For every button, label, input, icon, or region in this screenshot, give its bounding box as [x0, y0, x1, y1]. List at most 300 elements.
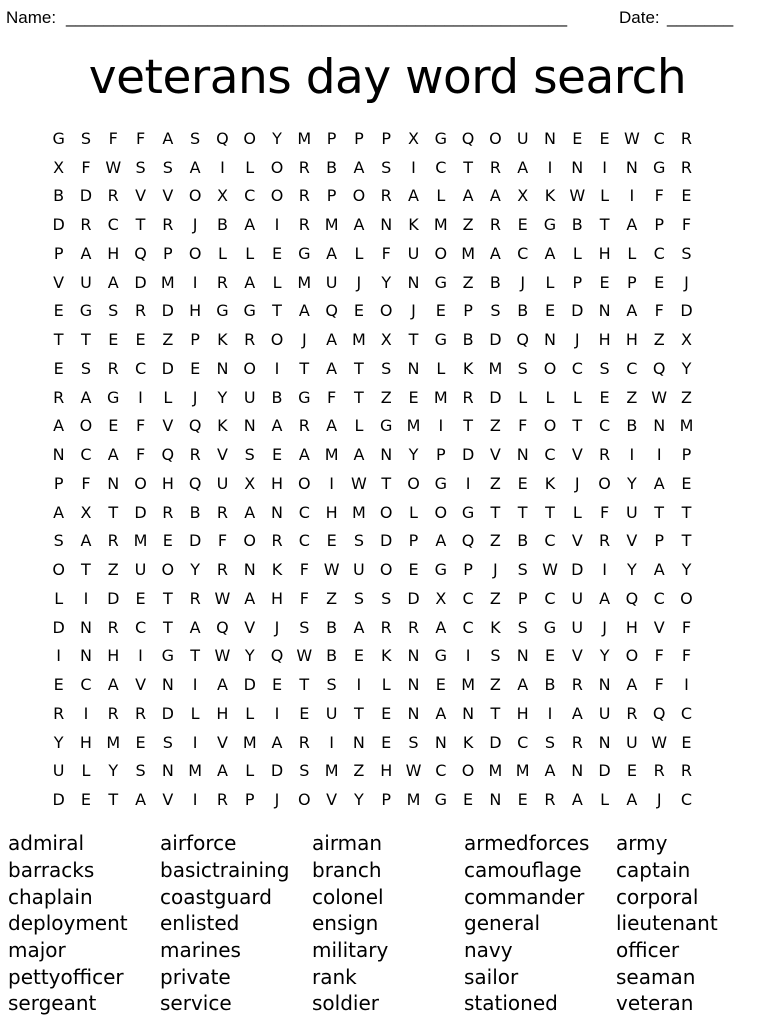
grid-letter[interactable]: L: [54, 588, 64, 608]
grid-letter[interactable]: A: [80, 531, 92, 551]
grid-letter[interactable]: K: [544, 186, 556, 206]
grid-letter[interactable]: O: [270, 157, 284, 177]
grid-letter[interactable]: H: [79, 732, 92, 752]
grid-letter[interactable]: A: [326, 358, 338, 378]
grid-letter[interactable]: P: [244, 790, 255, 810]
grid-letter[interactable]: J: [656, 790, 662, 810]
grid-letter[interactable]: U: [52, 761, 65, 781]
grid-letter[interactable]: N: [243, 416, 256, 436]
grid-letter[interactable]: K: [462, 358, 474, 378]
grid-letter[interactable]: L: [245, 157, 255, 177]
grid-letter[interactable]: E: [135, 732, 146, 752]
grid-letter[interactable]: A: [53, 502, 65, 522]
grid-letter[interactable]: O: [270, 330, 284, 350]
grid-letter[interactable]: N: [407, 272, 420, 292]
grid-letter[interactable]: S: [490, 301, 501, 321]
grid-letter[interactable]: U: [243, 387, 256, 407]
grid-letter[interactable]: K: [408, 215, 419, 235]
grid-letter[interactable]: T: [162, 617, 173, 637]
grid-letter[interactable]: K: [462, 732, 474, 752]
grid-letter[interactable]: I: [192, 732, 198, 752]
grid-letter[interactable]: C: [653, 243, 665, 263]
grid-letter[interactable]: X: [380, 330, 392, 350]
grid-letter[interactable]: J: [493, 560, 498, 580]
grid-letter[interactable]: M: [406, 416, 421, 436]
grid-letter[interactable]: D: [571, 560, 584, 580]
grid-letter[interactable]: V: [162, 790, 174, 810]
grid-letter[interactable]: E: [326, 531, 337, 551]
grid-letter[interactable]: R: [544, 790, 556, 810]
grid-letter[interactable]: N: [571, 157, 584, 177]
date-field[interactable]: _______: [667, 8, 734, 27]
grid-letter[interactable]: L: [245, 761, 255, 781]
grid-letter[interactable]: L: [600, 790, 610, 810]
grid-letter[interactable]: N: [352, 732, 365, 752]
grid-letter[interactable]: Q: [652, 358, 666, 378]
grid-letter[interactable]: P: [517, 588, 528, 608]
grid-letter[interactable]: C: [298, 531, 310, 551]
grid-letter[interactable]: C: [134, 358, 147, 378]
grid-letter[interactable]: T: [681, 531, 692, 551]
grid-letter[interactable]: Y: [681, 358, 692, 378]
grid-letter[interactable]: M: [297, 272, 312, 292]
grid-letter[interactable]: E: [53, 675, 64, 695]
grid-letter[interactable]: P: [463, 560, 473, 580]
grid-letter[interactable]: A: [626, 790, 638, 810]
grid-letter[interactable]: R: [298, 157, 310, 177]
grid-letter[interactable]: I: [192, 675, 198, 695]
grid-letter[interactable]: G: [52, 128, 65, 148]
grid-letter[interactable]: N: [625, 157, 638, 177]
grid-letter[interactable]: N: [434, 732, 447, 752]
grid-letter[interactable]: U: [407, 243, 420, 263]
grid-letter[interactable]: T: [654, 502, 665, 522]
grid-letter[interactable]: C: [680, 790, 693, 810]
grid-letter[interactable]: R: [107, 617, 119, 637]
grid-letter[interactable]: F: [518, 416, 528, 436]
grid-letter[interactable]: E: [162, 531, 173, 551]
grid-letter[interactable]: S: [353, 531, 364, 551]
grid-letter[interactable]: A: [462, 186, 474, 206]
grid-letter[interactable]: E: [135, 588, 146, 608]
grid-letter[interactable]: V: [326, 790, 338, 810]
grid-letter[interactable]: A: [53, 416, 65, 436]
grid-letter[interactable]: M: [352, 330, 366, 350]
grid-letter[interactable]: A: [107, 272, 119, 292]
grid-letter[interactable]: K: [271, 560, 283, 580]
grid-letter[interactable]: Q: [625, 588, 639, 608]
grid-letter[interactable]: R: [380, 186, 392, 206]
grid-letter[interactable]: E: [135, 330, 146, 350]
grid-letter[interactable]: I: [329, 473, 334, 493]
grid-letter[interactable]: F: [654, 646, 664, 666]
grid-letter[interactable]: F: [681, 215, 692, 235]
grid-letter[interactable]: A: [107, 445, 119, 465]
grid-letter[interactable]: I: [602, 157, 607, 177]
grid-letter[interactable]: N: [271, 502, 283, 522]
grid-letter[interactable]: N: [462, 703, 475, 723]
grid-letter[interactable]: C: [80, 445, 92, 465]
grid-letter[interactable]: F: [135, 128, 146, 148]
grid-letter[interactable]: E: [599, 387, 610, 407]
grid-letter[interactable]: A: [489, 186, 501, 206]
grid-letter[interactable]: E: [381, 732, 392, 752]
grid-letter[interactable]: Y: [599, 646, 610, 666]
grid-letter[interactable]: T: [162, 588, 173, 608]
grid-letter[interactable]: S: [517, 358, 528, 378]
grid-letter[interactable]: S: [162, 732, 173, 752]
grid-letter[interactable]: P: [354, 128, 364, 148]
grid-letter[interactable]: V: [216, 445, 228, 465]
grid-letter[interactable]: V: [626, 531, 638, 551]
grid-letter[interactable]: W: [296, 646, 313, 666]
grid-letter[interactable]: P: [326, 128, 337, 148]
grid-letter[interactable]: P: [627, 272, 637, 292]
grid-letter[interactable]: L: [436, 358, 446, 378]
grid-letter[interactable]: P: [53, 243, 64, 263]
grid-letter[interactable]: I: [602, 560, 607, 580]
grid-letter[interactable]: A: [162, 128, 174, 148]
grid-letter[interactable]: X: [80, 502, 92, 522]
grid-letter[interactable]: A: [353, 157, 365, 177]
grid-letter[interactable]: I: [411, 157, 416, 177]
grid-letter[interactable]: E: [108, 330, 119, 350]
grid-letter[interactable]: D: [52, 790, 65, 810]
grid-letter[interactable]: L: [436, 186, 446, 206]
grid-letter[interactable]: H: [598, 330, 611, 350]
grid-letter[interactable]: R: [407, 617, 420, 637]
grid-letter[interactable]: Y: [190, 560, 201, 580]
grid-letter[interactable]: B: [544, 675, 556, 695]
grid-letter[interactable]: E: [544, 301, 556, 321]
grid-letter[interactable]: I: [356, 675, 362, 695]
grid-letter[interactable]: S: [490, 646, 501, 666]
grid-letter[interactable]: F: [135, 445, 146, 465]
grid-letter[interactable]: N: [489, 790, 502, 810]
grid-letter[interactable]: B: [462, 330, 474, 350]
grid-letter[interactable]: R: [271, 531, 283, 551]
grid-letter[interactable]: E: [599, 272, 610, 292]
grid-letter[interactable]: F: [381, 243, 391, 263]
grid-letter[interactable]: Z: [380, 387, 392, 407]
grid-letter[interactable]: L: [409, 502, 418, 522]
grid-letter[interactable]: T: [354, 703, 364, 723]
grid-letter[interactable]: C: [107, 215, 119, 235]
grid-letter[interactable]: A: [271, 416, 283, 436]
grid-letter[interactable]: T: [381, 473, 392, 493]
grid-letter[interactable]: R: [298, 732, 310, 752]
grid-letter[interactable]: M: [352, 502, 366, 522]
grid-letter[interactable]: J: [520, 272, 526, 292]
grid-letter[interactable]: L: [572, 243, 582, 263]
grid-letter[interactable]: D: [598, 761, 611, 781]
grid-letter[interactable]: C: [544, 531, 556, 551]
grid-letter[interactable]: D: [270, 761, 284, 781]
grid-letter[interactable]: G: [107, 387, 120, 407]
grid-letter[interactable]: R: [162, 215, 174, 235]
grid-letter[interactable]: U: [134, 560, 147, 580]
grid-letter[interactable]: G: [652, 157, 666, 177]
grid-letter[interactable]: R: [134, 301, 147, 321]
grid-letter[interactable]: R: [80, 215, 92, 235]
grid-letter[interactable]: D: [134, 502, 147, 522]
grid-letter[interactable]: P: [163, 243, 173, 263]
grid-letter[interactable]: W: [105, 157, 122, 177]
grid-letter[interactable]: M: [461, 243, 475, 263]
grid-letter[interactable]: I: [192, 272, 198, 292]
grid-letter[interactable]: I: [465, 646, 471, 666]
grid-letter[interactable]: T: [490, 502, 501, 522]
grid-letter[interactable]: S: [408, 732, 419, 752]
grid-letter[interactable]: T: [299, 675, 310, 695]
grid-letter[interactable]: A: [353, 617, 365, 637]
grid-letter[interactable]: Z: [462, 215, 474, 235]
grid-letter[interactable]: D: [161, 358, 174, 378]
grid-letter[interactable]: D: [161, 301, 174, 321]
grid-letter[interactable]: N: [598, 675, 611, 695]
grid-letter[interactable]: O: [625, 646, 639, 666]
grid-letter[interactable]: H: [107, 243, 120, 263]
grid-letter[interactable]: P: [408, 531, 419, 551]
grid-letter[interactable]: Z: [626, 387, 638, 407]
grid-letter[interactable]: P: [190, 330, 200, 350]
grid-letter[interactable]: R: [216, 560, 228, 580]
grid-letter[interactable]: R: [571, 675, 583, 695]
grid-letter[interactable]: T: [599, 215, 610, 235]
grid-letter[interactable]: I: [684, 675, 689, 695]
grid-letter[interactable]: Y: [626, 473, 637, 493]
grid-letter[interactable]: B: [571, 215, 583, 235]
grid-letter[interactable]: X: [680, 330, 692, 350]
grid-letter[interactable]: P: [572, 272, 583, 292]
grid-letter[interactable]: Z: [326, 588, 338, 608]
grid-letter[interactable]: E: [408, 387, 419, 407]
grid-letter[interactable]: T: [108, 502, 119, 522]
grid-letter[interactable]: Z: [653, 330, 665, 350]
grid-letter[interactable]: W: [214, 588, 231, 608]
grid-letter[interactable]: Z: [162, 330, 174, 350]
grid-letter[interactable]: V: [162, 416, 174, 436]
grid-letter[interactable]: M: [242, 732, 257, 752]
grid-letter[interactable]: D: [107, 588, 120, 608]
grid-letter[interactable]: B: [53, 186, 65, 206]
grid-letter[interactable]: J: [574, 473, 580, 493]
grid-letter[interactable]: F: [81, 473, 91, 493]
grid-letter[interactable]: A: [80, 243, 92, 263]
grid-letter[interactable]: R: [107, 186, 119, 206]
grid-letter[interactable]: O: [243, 531, 257, 551]
grid-letter[interactable]: K: [380, 646, 392, 666]
grid-letter[interactable]: S: [299, 761, 310, 781]
grid-letter[interactable]: G: [543, 215, 557, 235]
grid-letter[interactable]: R: [134, 703, 147, 723]
grid-letter[interactable]: N: [571, 761, 584, 781]
grid-letter[interactable]: A: [326, 416, 338, 436]
grid-letter[interactable]: V: [244, 617, 256, 637]
grid-letter[interactable]: V: [135, 675, 147, 695]
grid-letter[interactable]: M: [160, 272, 175, 292]
grid-letter[interactable]: E: [271, 675, 283, 695]
grid-letter[interactable]: O: [188, 243, 202, 263]
grid-letter[interactable]: Y: [217, 387, 228, 407]
grid-letter[interactable]: V: [571, 646, 583, 666]
grid-letter[interactable]: P: [681, 445, 692, 465]
grid-letter[interactable]: K: [544, 473, 556, 493]
grid-letter[interactable]: O: [298, 790, 311, 810]
grid-letter[interactable]: L: [354, 243, 364, 263]
grid-letter[interactable]: S: [517, 560, 528, 580]
grid-letter[interactable]: L: [600, 186, 610, 206]
grid-letter[interactable]: E: [299, 703, 310, 723]
grid-letter[interactable]: A: [135, 790, 147, 810]
grid-letter[interactable]: F: [654, 301, 664, 321]
grid-letter[interactable]: E: [544, 646, 556, 666]
grid-letter[interactable]: A: [571, 790, 583, 810]
grid-letter[interactable]: N: [407, 646, 420, 666]
grid-letter[interactable]: L: [217, 243, 227, 263]
grid-letter[interactable]: I: [274, 703, 280, 723]
grid-letter[interactable]: A: [244, 215, 256, 235]
grid-letter[interactable]: V: [653, 617, 665, 637]
grid-letter[interactable]: H: [325, 502, 338, 522]
grid-letter[interactable]: Y: [354, 790, 364, 810]
grid-letter[interactable]: I: [629, 186, 635, 206]
grid-letter[interactable]: T: [135, 215, 146, 235]
grid-letter[interactable]: L: [627, 243, 637, 263]
grid-letter[interactable]: F: [654, 675, 664, 695]
grid-letter[interactable]: Z: [489, 588, 501, 608]
grid-letter[interactable]: G: [216, 301, 229, 321]
grid-letter[interactable]: A: [517, 675, 529, 695]
grid-letter[interactable]: O: [379, 502, 393, 522]
grid-letter[interactable]: D: [79, 186, 93, 206]
grid-letter[interactable]: P: [435, 445, 446, 465]
grid-letter[interactable]: Z: [353, 761, 365, 781]
grid-letter[interactable]: A: [544, 761, 556, 781]
grid-letter[interactable]: O: [434, 243, 448, 263]
grid-letter[interactable]: X: [216, 186, 228, 206]
grid-letter[interactable]: A: [298, 445, 310, 465]
grid-letter[interactable]: F: [327, 387, 337, 407]
grid-letter[interactable]: M: [133, 531, 148, 551]
grid-letter[interactable]: Q: [161, 445, 175, 465]
grid-letter[interactable]: J: [602, 617, 607, 637]
grid-letter[interactable]: I: [56, 646, 61, 666]
grid-letter[interactable]: H: [598, 243, 611, 263]
grid-letter[interactable]: D: [52, 215, 65, 235]
grid-letter[interactable]: J: [192, 387, 198, 407]
grid-letter[interactable]: N: [407, 675, 420, 695]
grid-letter[interactable]: T: [545, 502, 555, 522]
grid-letter[interactable]: W: [214, 646, 231, 666]
grid-letter[interactable]: S: [381, 157, 392, 177]
grid-letter[interactable]: Q: [216, 617, 229, 637]
grid-letter[interactable]: R: [107, 531, 119, 551]
grid-letter[interactable]: Z: [489, 416, 501, 436]
grid-letter[interactable]: Y: [108, 761, 119, 781]
grid-letter[interactable]: A: [626, 675, 638, 695]
grid-letter[interactable]: C: [680, 703, 693, 723]
grid-letter[interactable]: A: [626, 301, 638, 321]
grid-letter[interactable]: V: [53, 272, 65, 292]
grid-letter[interactable]: D: [134, 272, 147, 292]
grid-letter[interactable]: O: [407, 473, 420, 493]
grid-letter[interactable]: R: [162, 502, 174, 522]
grid-letter[interactable]: M: [433, 387, 448, 407]
grid-letter[interactable]: W: [651, 387, 668, 407]
grid-letter[interactable]: D: [243, 675, 256, 695]
grid-letter[interactable]: D: [407, 588, 420, 608]
grid-letter[interactable]: G: [434, 473, 447, 493]
grid-letter[interactable]: A: [653, 473, 665, 493]
grid-letter[interactable]: A: [435, 703, 447, 723]
grid-letter[interactable]: U: [325, 703, 338, 723]
grid-letter[interactable]: Q: [652, 703, 666, 723]
grid-letter[interactable]: M: [106, 732, 121, 752]
grid-letter[interactable]: J: [356, 272, 362, 292]
grid-letter[interactable]: F: [135, 416, 146, 436]
grid-letter[interactable]: S: [681, 243, 692, 263]
grid-letter[interactable]: T: [299, 358, 310, 378]
grid-letter[interactable]: E: [681, 473, 692, 493]
grid-letter[interactable]: L: [545, 387, 555, 407]
grid-letter[interactable]: S: [599, 358, 610, 378]
grid-letter[interactable]: C: [653, 588, 665, 608]
grid-letter[interactable]: I: [547, 703, 553, 723]
grid-letter[interactable]: E: [572, 128, 583, 148]
grid-letter[interactable]: O: [680, 588, 693, 608]
grid-letter[interactable]: C: [298, 502, 310, 522]
grid-letter[interactable]: R: [216, 272, 228, 292]
grid-letter[interactable]: E: [80, 790, 91, 810]
grid-letter[interactable]: O: [489, 128, 502, 148]
grid-letter[interactable]: A: [489, 243, 501, 263]
grid-letter[interactable]: M: [679, 416, 694, 436]
grid-letter[interactable]: J: [274, 617, 280, 637]
grid-letter[interactable]: G: [243, 301, 256, 321]
grid-letter[interactable]: R: [653, 761, 665, 781]
grid-letter[interactable]: E: [353, 301, 364, 321]
grid-letter[interactable]: O: [134, 473, 147, 493]
grid-letter[interactable]: H: [107, 646, 120, 666]
grid-letter[interactable]: S: [135, 157, 146, 177]
grid-letter[interactable]: R: [680, 157, 693, 177]
grid-letter[interactable]: S: [244, 445, 255, 465]
grid-letter[interactable]: P: [463, 301, 473, 321]
grid-letter[interactable]: R: [680, 128, 693, 148]
grid-letter[interactable]: A: [326, 330, 338, 350]
grid-letter[interactable]: Z: [680, 387, 692, 407]
grid-letter[interactable]: F: [108, 128, 118, 148]
grid-letter[interactable]: N: [544, 330, 556, 350]
grid-letter[interactable]: Z: [462, 272, 474, 292]
grid-letter[interactable]: A: [298, 301, 310, 321]
grid-letter[interactable]: J: [574, 330, 580, 350]
grid-letter[interactable]: G: [79, 301, 93, 321]
grid-letter[interactable]: D: [489, 330, 502, 350]
grid-letter[interactable]: E: [517, 215, 528, 235]
grid-letter[interactable]: A: [244, 502, 256, 522]
grid-letter[interactable]: E: [271, 243, 283, 263]
grid-letter[interactable]: K: [217, 330, 228, 350]
grid-letter[interactable]: G: [434, 128, 447, 148]
grid-letter[interactable]: I: [138, 646, 143, 666]
grid-letter[interactable]: O: [188, 186, 202, 206]
grid-letter[interactable]: N: [653, 416, 666, 436]
grid-letter[interactable]: I: [138, 387, 143, 407]
grid-letter[interactable]: C: [571, 358, 583, 378]
grid-letter[interactable]: U: [571, 617, 584, 637]
